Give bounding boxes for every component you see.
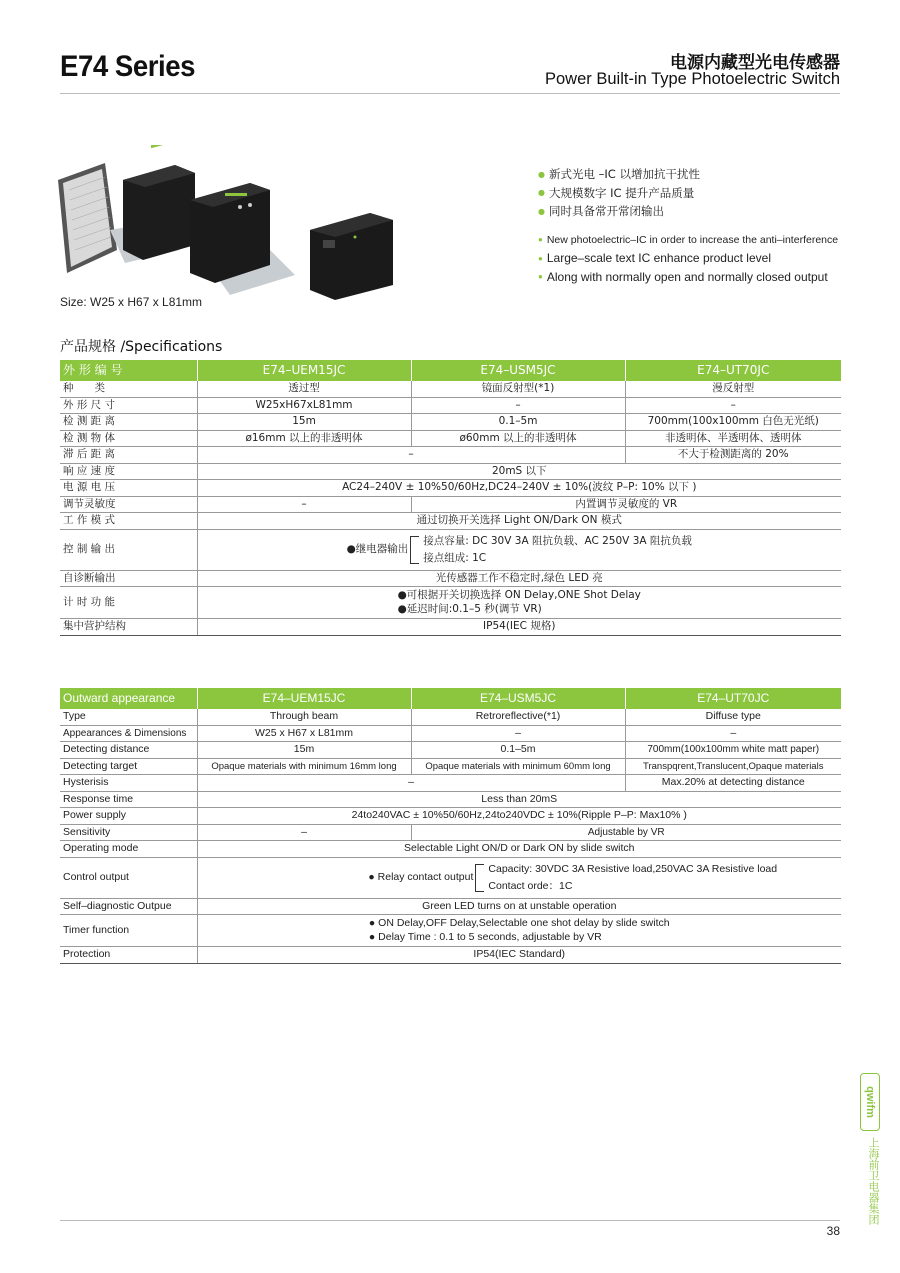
page-number: 38 [826, 1224, 840, 1238]
table-row [60, 414, 841, 431]
table-row [60, 947, 841, 964]
cell: Through beam [197, 709, 411, 725]
row-label: 响 应 速 度 [60, 463, 197, 480]
header-cell: 外 形 编 号 [60, 360, 197, 381]
cell: 不大于检测距离的 20% [625, 447, 841, 464]
contact-config: Contact orde：1C [488, 879, 573, 892]
series-title: E74 Series [60, 50, 196, 83]
cell: Opaque materials with minimum 16mm long [197, 758, 411, 775]
header-cell: E74–UT70JC [625, 688, 841, 709]
cell: Max.20% at detecting distance [625, 775, 841, 792]
row-label: Power supply [60, 808, 197, 825]
table-row [60, 513, 841, 530]
header-divider [60, 93, 840, 94]
table-row [60, 808, 841, 825]
bracket-shape [475, 864, 484, 892]
sensor-image-2 [190, 183, 295, 295]
cell: 15m [197, 742, 411, 759]
feature-cn-2: ● 大规模数字 IC 提升产品质量 [538, 184, 838, 203]
product-title-cn: 电源内藏型光电传感器 [670, 53, 840, 73]
cell: 0.1–5m [411, 742, 625, 759]
table-row [60, 841, 841, 858]
table-row [60, 898, 841, 915]
cell: Adjustable by VR [411, 824, 841, 841]
table-row [60, 570, 841, 587]
row-label: 电 源 电 压 [60, 480, 197, 497]
feature-en-2: ● Large–scale text IC enhance product level [538, 249, 838, 268]
cell: – [197, 824, 411, 841]
row-label: Detecting target [60, 758, 197, 775]
feature-cn-1: ● 新式光电 –IC 以增加抗干扰性 [538, 165, 838, 184]
cell: 内置调节灵敏度的 VR [411, 496, 841, 513]
row-label: 工 作 模 式 [60, 513, 197, 530]
spec-table-cn [60, 360, 841, 636]
cell: Green LED turns on at unstable operation [197, 898, 841, 915]
cell: Diffuse type [625, 709, 841, 725]
row-label: Self–diagnostic Outpue [60, 898, 197, 915]
table-row [60, 496, 841, 513]
table-row [60, 791, 841, 808]
cell: W25xH67xL81mm [197, 397, 411, 414]
table-row [60, 775, 841, 792]
row-label: Type [60, 709, 197, 725]
timer-line-1: ● ON Delay,OFF Delay,Selectable one shot delay by slide switch [368, 917, 670, 929]
row-label: 调节灵敏度 [60, 496, 197, 513]
table-row [60, 758, 841, 775]
cell: Selectable Light ON/D or Dark ON by slide switch [197, 841, 841, 858]
cell: 20mS 以下 [197, 463, 841, 480]
table-row [60, 725, 841, 742]
table-header-row [60, 688, 841, 709]
table-row [60, 529, 841, 570]
brand-mark: qwifm [860, 1073, 880, 1131]
table-header-row [60, 360, 841, 381]
table-row [60, 397, 841, 414]
cell: – [197, 775, 625, 792]
row-label: Control output [60, 857, 197, 898]
contact-config: 接点组成: 1C [423, 551, 487, 564]
control-output-cell [197, 857, 841, 898]
cell: – [197, 447, 625, 464]
cell: 漫反射型 [625, 381, 841, 397]
cell: Less than 20mS [197, 791, 841, 808]
row-label: Response time [60, 791, 197, 808]
cell: – [411, 725, 625, 742]
cell: 镜面反射型(*1) [411, 381, 625, 397]
row-label: 外 形 尺 寸 [60, 397, 197, 414]
timer-line-1: ●可根据开关切换选择 ON Delay,ONE Shot Delay [397, 589, 641, 601]
cell: IP54(IEC Standard) [197, 947, 841, 964]
timer-line-2: ●延迟时间:0.1–5 秒(调节 VR) [397, 603, 542, 615]
table-row [60, 430, 841, 447]
row-label: Operating mode [60, 841, 197, 858]
table-row [60, 480, 841, 497]
cell: – [625, 725, 841, 742]
spec-table-en [60, 688, 841, 964]
row-label: 控 制 输 出 [60, 529, 197, 570]
cell: 通过切换开关选择 Light ON/Dark ON 模式 [197, 513, 841, 530]
row-label: 计 时 功 能 [60, 587, 197, 619]
cell: 15m [197, 414, 411, 431]
product-photo [55, 145, 410, 300]
contact-capacity: 接点容量: DC 30V 3A 阻抗负载、AC 250V 3A 阻抗负载 [423, 534, 692, 547]
table-row [60, 857, 841, 898]
cell: IP54(IEC 规格) [197, 619, 841, 636]
footer-divider [60, 1220, 840, 1221]
cell: AC24–240V ± 10%50/60Hz,DC24–240V ± 10%(波纹 P–P: 10% 以下 ) [197, 480, 841, 497]
row-label: 种 类 [60, 381, 197, 397]
cell: Retroreflective(*1) [411, 709, 625, 725]
cell: – [625, 397, 841, 414]
cell: W25 x H67 x L81mm [197, 725, 411, 742]
cell: 0.1–5m [411, 414, 625, 431]
row-label: 集中营护结构 [60, 619, 197, 636]
cell: 透过型 [197, 381, 411, 397]
cell: ø60mm 以上的非透明体 [411, 430, 625, 447]
timer-cell [197, 915, 841, 947]
table-row [60, 619, 841, 636]
header-cell: E74–USM5JC [411, 688, 625, 709]
header-cell: E74–UT70JC [625, 360, 841, 381]
feature-list [538, 165, 838, 286]
brand-name-cn: 上海前卫电器集团 [867, 1137, 880, 1225]
cell: Transpqrent,Translucent,Opaque materials [625, 758, 841, 775]
row-label: Sensitivity [60, 824, 197, 841]
row-label: 检 测 物 体 [60, 430, 197, 447]
feature-en-1: ● New photoelectric–IC in order to increase the anti–interference [538, 231, 838, 249]
cell: ø16mm 以上的非透明体 [197, 430, 411, 447]
table-row [60, 381, 841, 397]
table-row [60, 587, 841, 619]
cell: – [197, 496, 411, 513]
table-row [60, 824, 841, 841]
product-title-en: Power Built-in Type Photoelectric Switch [545, 70, 840, 88]
row-label: Appearances & Dimensions [60, 725, 197, 742]
row-label: Detecting distance [60, 742, 197, 759]
feature-cn-3: ● 同时具备常开常闭输出 [538, 202, 838, 221]
header-cell: E74–USM5JC [411, 360, 625, 381]
relay-label: ● Relay contact output [368, 871, 474, 883]
control-output-cell [197, 529, 841, 570]
row-label: Hysterisis [60, 775, 197, 792]
cell: 光传感器工作不稳定时,绿色 LED 亮 [197, 570, 841, 587]
cell: 非透明体、半透明体、透明体 [625, 430, 841, 447]
contact-capacity: Capacity: 30VDC 3A Resistive load,250VAC 3A Resistive load [488, 862, 778, 875]
timer-line-2: ● Delay Time : 0.1 to 5 seconds, adjustable by VR [368, 931, 602, 943]
row-label: 滞 后 距 离 [60, 447, 197, 464]
feature-en-3: ● Along with normally open and normally closed output [538, 268, 838, 287]
header-cell: E74–UEM15JC [197, 688, 411, 709]
table-row [60, 742, 841, 759]
cell: 700mm(100x100mm 白色无光纸) [625, 414, 841, 431]
reflector-image [58, 163, 117, 273]
table-row [60, 447, 841, 464]
cell: 700mm(100x100mm white matt paper) [625, 742, 841, 759]
row-label: Timer function [60, 915, 197, 947]
header-cell: E74–UEM15JC [197, 360, 411, 381]
header-cell: Outward appearance [60, 688, 197, 709]
row-label: Protection [60, 947, 197, 964]
table-row [60, 709, 841, 725]
size-label: Size: W25 x H67 x L81mm [60, 295, 203, 309]
cell: – [411, 397, 625, 414]
timer-cell [197, 587, 841, 619]
brand-logo [860, 1073, 880, 1225]
sensor-image-1 [110, 145, 195, 263]
row-label: 检 测 距 离 [60, 414, 197, 431]
cell: 24to240VAC ± 10%50/60Hz,24to240VDC ± 10%(Ripple P–P: Max10% ) [197, 808, 841, 825]
table-row [60, 463, 841, 480]
bracket-shape [410, 536, 419, 564]
table-row [60, 915, 841, 947]
cell: Opaque materials with minimum 60mm long [411, 758, 625, 775]
specifications-heading: 产品规格 /Specifications [60, 339, 223, 355]
row-label: 自诊断输出 [60, 570, 197, 587]
relay-label: ●继电器输出 [346, 543, 409, 555]
sensor-image-3 [310, 213, 393, 300]
